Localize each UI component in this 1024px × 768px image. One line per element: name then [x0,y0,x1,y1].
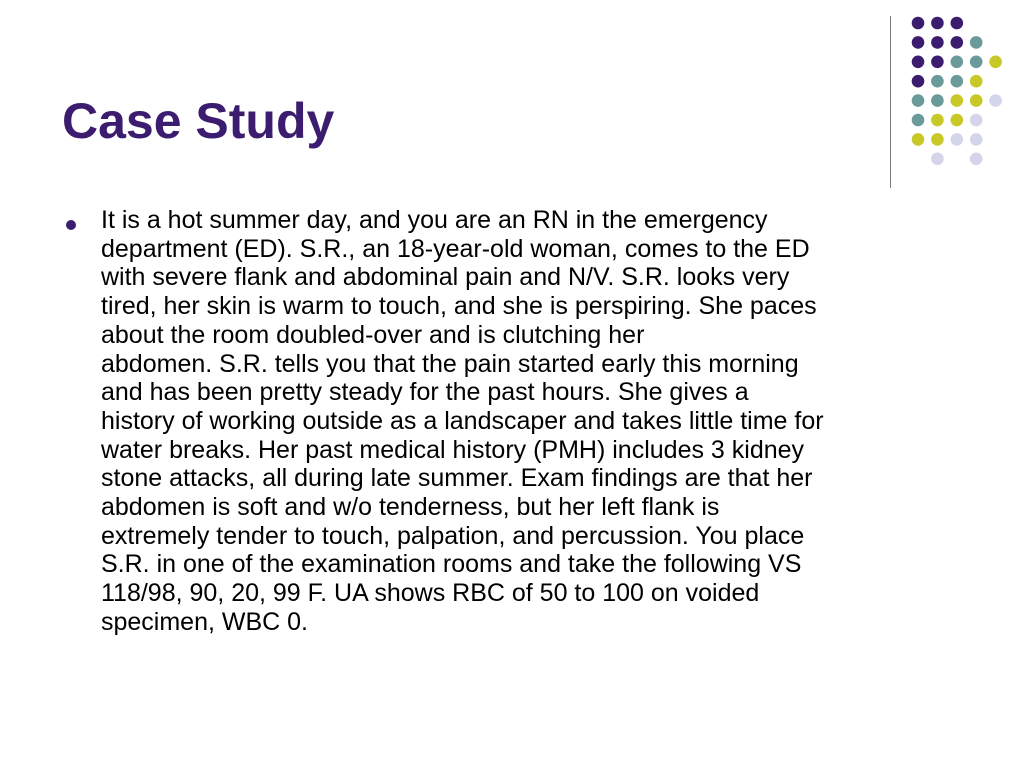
decorative-dot [951,17,964,30]
vertical-divider [890,16,891,188]
decorative-dot [970,114,983,127]
decorative-dot [970,94,983,107]
decorative-dot [970,75,983,88]
decorative-dot [970,56,983,69]
decorative-dot [931,133,944,146]
decorative-dot [931,75,944,88]
decorative-dot [970,36,983,49]
decorative-dot [912,133,925,146]
decorative-dot [951,133,964,146]
decorative-dot [951,56,964,69]
decorative-dot [989,94,1002,107]
bullet-item [64,206,974,637]
decorative-dot [931,153,944,166]
bullet-dot-icon [66,220,76,230]
bullet-list [64,206,974,637]
decorative-dot [912,17,925,30]
decorative-dot [912,94,925,107]
decorative-dot [989,56,1002,69]
decorative-dot [951,94,964,107]
decorative-dot [912,36,925,49]
decorative-dot [912,56,925,69]
decorative-dot [951,114,964,127]
decorative-dot [931,94,944,107]
decorative-dot [931,36,944,49]
slide-title: Case Study [62,93,335,149]
case-study-paragraph: It is a hot summer day, and you are an RN in the emergency department (ED). S.R., an 18-year-old woman, comes to the ED with severe flank and abdominal pain and N/V. S.R. looks very tired, her skin is warm to touch, and she is perspiring. She paces about the room doubled-over and is clutching her abdomen. S.R. tells you that the pain started early this morning and has been pretty steady for the past hours. She gives a history of working outside as a landscaper and takes little time for water breaks. Her past medical history (PMH) includes 3 kidney stone attacks, all during late summer. Exam findings are that her abdomen is soft and w/o tenderness, but her left flank is extremely tender to touch, palpation, and percussion. You place S.R. in one of the examination rooms and take the following VS 118/98, 90, 20, 99 F. UA shows RBC of 50 to 100 on voided specimen, WBC 0. [101,206,824,636]
decorative-dot [931,56,944,69]
decorative-dot [912,75,925,88]
decorative-dot [931,17,944,30]
decorative-dot [912,114,925,127]
decorative-dot [931,114,944,127]
decorative-dot [970,133,983,146]
decorative-dot [951,36,964,49]
decorative-dot [970,153,983,166]
decorative-dot [951,75,964,88]
